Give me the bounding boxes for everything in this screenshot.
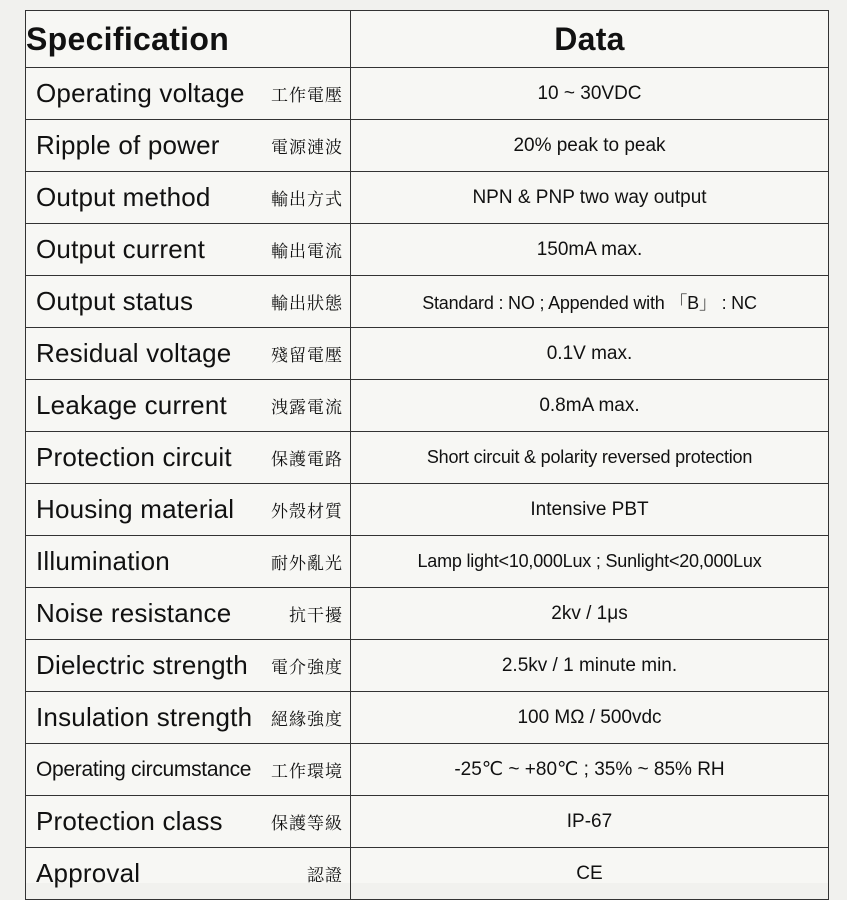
spec-name-en: Output current <box>36 234 205 264</box>
spec-label-group <box>26 692 350 743</box>
spec-label-group <box>26 796 350 847</box>
spec-name-en: Protection class <box>36 806 223 836</box>
spec-name-zh: 保護電路 <box>271 450 343 470</box>
table-row <box>26 588 829 640</box>
table-row <box>26 744 829 796</box>
spec-name-en: Noise resistance <box>36 598 232 628</box>
table-header-row <box>26 11 829 68</box>
spec-name-en: Insulation strength <box>36 702 253 732</box>
spec-name-en: Residual voltage <box>36 338 232 368</box>
spec-value: 20% peak to peak <box>351 120 829 172</box>
spec-cell <box>26 380 351 432</box>
table-row <box>26 536 829 588</box>
spec-name-en: Dielectric strength <box>36 650 248 680</box>
spec-label-group <box>26 588 350 639</box>
spec-cell <box>26 744 351 796</box>
spec-name-zh: 輸出方式 <box>271 190 343 210</box>
spec-name-en: Illumination <box>36 546 170 576</box>
spec-table <box>25 10 829 900</box>
spec-name-zh: 電介強度 <box>271 658 343 678</box>
spec-cell <box>26 328 351 380</box>
spec-name-zh: 抗干擾 <box>289 606 343 626</box>
spec-value: Short circuit & polarity reversed protection <box>351 432 829 484</box>
spec-name-en: Output status <box>36 286 194 316</box>
spec-cell <box>26 68 351 120</box>
spec-name-en: Operating voltage <box>36 78 245 108</box>
spec-value: Intensive PBT <box>351 484 829 536</box>
spec-label-group <box>26 536 350 587</box>
spec-value: NPN & PNP two way output <box>351 172 829 224</box>
table-row <box>26 224 829 276</box>
spec-name-zh: 洩露電流 <box>271 398 343 418</box>
spec-sheet <box>25 10 829 888</box>
spec-cell <box>26 588 351 640</box>
table-row <box>26 120 829 172</box>
spec-name-zh: 工作電壓 <box>271 86 343 106</box>
spec-rows <box>26 68 829 900</box>
spec-value: 2.5kv / 1 minute min. <box>351 640 829 692</box>
spec-label-group <box>26 224 350 275</box>
spec-name-en: Leakage current <box>36 390 227 420</box>
spec-value: IP-67 <box>351 796 829 848</box>
spec-value: Lamp light<10,000Lux ; Sunlight<20,000Lux <box>351 536 829 588</box>
spec-label-group <box>26 328 350 379</box>
spec-name-en: Housing material <box>36 494 235 524</box>
table-row <box>26 796 829 848</box>
specification-header: Specification <box>26 11 351 68</box>
spec-label-group <box>26 68 350 119</box>
spec-value: 150mA max. <box>351 224 829 276</box>
spec-value: 2kv / 1μs <box>351 588 829 640</box>
data-header: Data <box>351 11 829 68</box>
spec-name-zh: 耐外亂光 <box>271 554 343 574</box>
spec-name-zh: 殘留電壓 <box>271 346 343 366</box>
spec-cell <box>26 224 351 276</box>
spec-cell <box>26 120 351 172</box>
table-row <box>26 328 829 380</box>
spec-label-group <box>26 744 350 795</box>
spec-name-zh: 保護等級 <box>271 814 343 834</box>
spec-cell <box>26 536 351 588</box>
table-row <box>26 380 829 432</box>
spec-cell <box>26 692 351 744</box>
table-row <box>26 640 829 692</box>
table-row <box>26 276 829 328</box>
spec-name-en: Protection circuit <box>36 442 232 472</box>
table-row <box>26 848 829 900</box>
spec-value: 10 ~ 30VDC <box>351 68 829 120</box>
spec-name-zh: 絕緣強度 <box>271 710 343 730</box>
spec-name-zh: 輸出狀態 <box>271 294 343 314</box>
spec-name-en: Operating circumstance <box>36 757 252 781</box>
spec-name-en: Output method <box>36 182 211 212</box>
table-row <box>26 432 829 484</box>
spec-name-zh: 工作環境 <box>271 762 343 782</box>
spec-name-zh: 電源漣波 <box>271 138 343 158</box>
spec-value: -25℃ ~ +80℃ ; 35% ~ 85% RH <box>351 744 829 796</box>
table-row <box>26 484 829 536</box>
spec-label-group <box>26 640 350 691</box>
spec-value: Standard : NO ; Appended with 「B」 : NC <box>351 276 829 328</box>
spec-label-group <box>26 380 350 431</box>
spec-name-en: Approval <box>36 858 141 888</box>
spec-label-group <box>26 484 350 535</box>
spec-name-en: Ripple of power <box>36 130 220 160</box>
spec-value: 100 MΩ / 500vdc <box>351 692 829 744</box>
spec-cell <box>26 848 351 900</box>
spec-cell <box>26 484 351 536</box>
table-row <box>26 172 829 224</box>
spec-value: CE <box>351 848 829 900</box>
spec-cell <box>26 172 351 224</box>
spec-cell <box>26 432 351 484</box>
spec-label-group <box>26 432 350 483</box>
spec-label-group <box>26 172 350 223</box>
spec-cell <box>26 276 351 328</box>
spec-label-group <box>26 848 350 899</box>
table-row <box>26 692 829 744</box>
spec-cell <box>26 796 351 848</box>
spec-label-group <box>26 120 350 171</box>
spec-name-zh: 外殼材質 <box>271 502 343 522</box>
spec-value: 0.8mA max. <box>351 380 829 432</box>
spec-name-zh: 輸出電流 <box>271 242 343 262</box>
spec-cell <box>26 640 351 692</box>
spec-label-group <box>26 276 350 327</box>
table-row <box>26 68 829 120</box>
spec-name-zh: 認證 <box>307 866 343 886</box>
spec-value: 0.1V max. <box>351 328 829 380</box>
